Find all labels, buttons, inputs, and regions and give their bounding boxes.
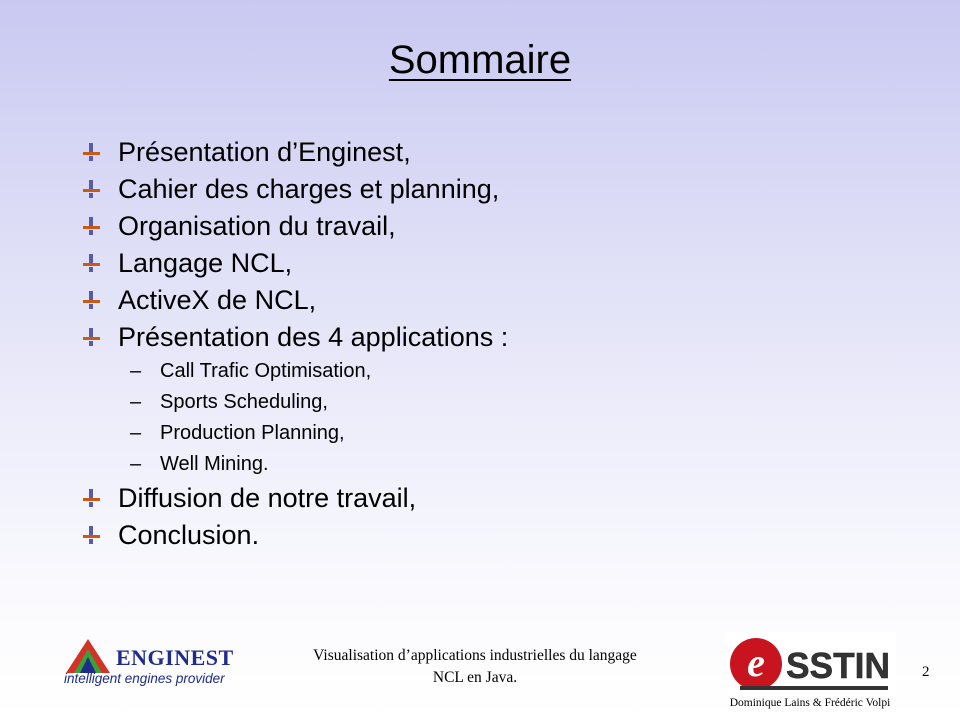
bullet-icon (82, 489, 102, 509)
esstin-logo-text: SSTIN (786, 645, 890, 686)
list-item (82, 134, 842, 171)
sub-list-item-text: Call Trafic Optimisation, (160, 360, 372, 382)
sub-list-item-text: Production Planning, (160, 422, 345, 444)
sub-list-item-text: Well Mining. (160, 453, 269, 475)
sub-list-item (82, 356, 842, 387)
enginest-logo (62, 633, 262, 693)
list-item (82, 245, 842, 282)
esstin-logo-letter: e (747, 640, 765, 685)
footer-line-1: Visualisation d’applications industrielles du langage (313, 647, 637, 664)
sub-list-item-text: Sports Scheduling, (160, 391, 328, 413)
sub-list-item (82, 449, 842, 480)
list-item (82, 480, 842, 517)
list-item-text: Diffusion de notre travail, (118, 483, 417, 513)
bullet-icon (82, 328, 102, 348)
list-item (82, 282, 842, 319)
sub-dash: – (130, 360, 142, 382)
list-item (82, 208, 842, 245)
bullet-icon (82, 217, 102, 237)
list-item-text: Cahier des charges et planning, (118, 174, 500, 204)
list-item-text: Langage NCL, (118, 248, 293, 278)
list-item-text: Conclusion. (118, 520, 260, 550)
bullet-icon (82, 291, 102, 311)
list-item-text: Présentation d’Enginest, (118, 137, 411, 167)
summary-list (82, 134, 842, 554)
footer-caption (260, 645, 690, 689)
list-item-text: Présentation des 4 applications : (118, 322, 509, 352)
bullet-icon (82, 254, 102, 274)
list-item (82, 517, 842, 554)
sub-dash: – (130, 422, 142, 444)
sub-list-item (82, 387, 842, 418)
list-item (82, 171, 842, 208)
enginest-name: ENGINEST (116, 645, 234, 670)
list-item-text: Organisation du travail, (118, 211, 396, 241)
list-item (82, 319, 842, 356)
list-item-text: ActiveX de NCL, (118, 285, 317, 315)
enginest-tagline: intelligent engines provider (64, 671, 225, 686)
sub-dash: – (130, 453, 142, 475)
bullet-icon (82, 143, 102, 163)
bullet-icon (82, 526, 102, 546)
authors-credit: Dominique Lains & Frédéric Volpi (729, 697, 891, 709)
bullet-icon (82, 180, 102, 200)
footer-line-2: NCL en Java. (432, 669, 518, 686)
page-number: 2 (922, 664, 930, 680)
slide-title: Sommaire (388, 38, 572, 82)
esstin-logo (726, 632, 896, 696)
sub-list-item (82, 418, 842, 449)
sub-dash: – (130, 391, 142, 413)
